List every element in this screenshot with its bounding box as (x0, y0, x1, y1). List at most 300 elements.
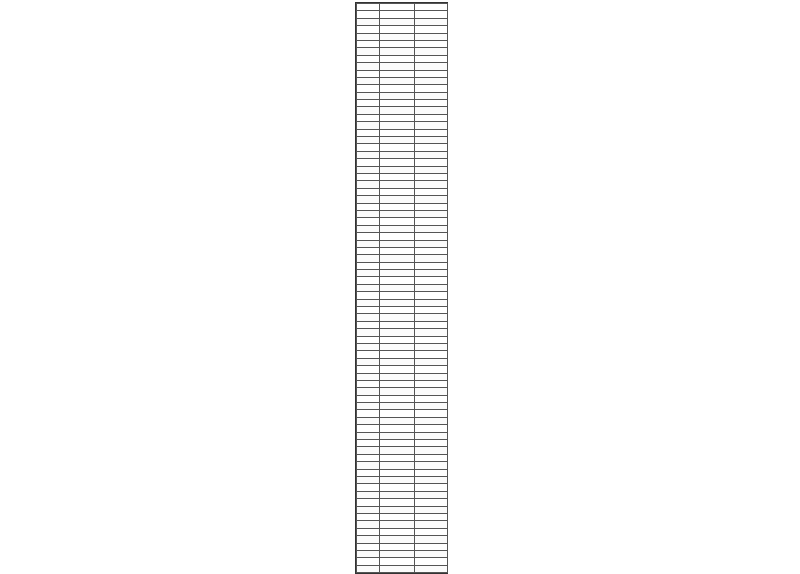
table-cell (380, 447, 415, 454)
table-row (357, 329, 448, 336)
table-cell (357, 447, 380, 454)
table-cell (415, 336, 448, 343)
table-row (357, 558, 448, 565)
table-row (357, 432, 448, 439)
table-cell (380, 77, 415, 84)
table-cell (415, 284, 448, 291)
table-cell (380, 210, 415, 217)
table-cell (357, 92, 380, 99)
table-cell (357, 107, 380, 114)
table-cell (357, 484, 380, 491)
table-cell (415, 513, 448, 520)
table-cell (380, 196, 415, 203)
table-cell (357, 417, 380, 424)
table-cell (357, 462, 380, 469)
table-row (357, 92, 448, 99)
table-row (357, 40, 448, 47)
table-cell (415, 543, 448, 550)
table-cell (357, 558, 380, 565)
table-row (357, 63, 448, 70)
table-row (357, 233, 448, 240)
table-row (357, 48, 448, 55)
table-row (357, 188, 448, 195)
table-cell (380, 314, 415, 321)
table-row (357, 358, 448, 365)
table-cell (415, 129, 448, 136)
table-cell (357, 63, 380, 70)
table-row (357, 380, 448, 387)
table-cell (380, 284, 415, 291)
table-row (357, 543, 448, 550)
table-cell (415, 550, 448, 557)
table-row (357, 225, 448, 232)
table-cell (415, 85, 448, 92)
table-cell (380, 462, 415, 469)
table-row (357, 166, 448, 173)
table-cell (415, 329, 448, 336)
table-row (357, 528, 448, 535)
table-cell (357, 166, 380, 173)
table-cell (415, 425, 448, 432)
table-cell (357, 425, 380, 432)
table-cell (415, 343, 448, 350)
table-cell (415, 277, 448, 284)
table-row (357, 536, 448, 543)
table-cell (380, 358, 415, 365)
table-cell (357, 440, 380, 447)
table-cell (415, 454, 448, 461)
table-cell (415, 92, 448, 99)
table-cell (357, 218, 380, 225)
table-cell (357, 233, 380, 240)
table-cell (415, 70, 448, 77)
table-cell (357, 196, 380, 203)
table-cell (357, 129, 380, 136)
table-cell (380, 26, 415, 33)
table-cell (380, 48, 415, 55)
table-cell (380, 380, 415, 387)
table-cell (380, 247, 415, 254)
table-cell (380, 292, 415, 299)
table-cell (415, 373, 448, 380)
table-cell (357, 100, 380, 107)
table-cell (415, 166, 448, 173)
table-cell (415, 122, 448, 129)
table-cell (415, 55, 448, 62)
table-cell (380, 173, 415, 180)
table-cell (415, 159, 448, 166)
table-cell (357, 277, 380, 284)
table-cell (380, 366, 415, 373)
table-cell (357, 521, 380, 528)
table-row (357, 462, 448, 469)
table-row (357, 292, 448, 299)
table-cell (357, 388, 380, 395)
table-cell (380, 543, 415, 550)
table-cell (357, 528, 380, 535)
table-row (357, 26, 448, 33)
table-row (357, 484, 448, 491)
table-cell (415, 77, 448, 84)
table-cell (357, 70, 380, 77)
table-cell (415, 196, 448, 203)
table-row (357, 284, 448, 291)
table-cell (380, 107, 415, 114)
table-cell (415, 447, 448, 454)
table-row (357, 307, 448, 314)
table-cell (357, 565, 380, 572)
table-row (357, 351, 448, 358)
table-cell (380, 307, 415, 314)
table-cell (380, 203, 415, 210)
table-row (357, 114, 448, 121)
table-row (357, 336, 448, 343)
table-cell (380, 55, 415, 62)
table-cell (380, 262, 415, 269)
table-row (357, 440, 448, 447)
table-grid (356, 3, 448, 573)
table-cell (415, 181, 448, 188)
table-cell (380, 521, 415, 528)
table-cell (357, 255, 380, 262)
table-cell (357, 270, 380, 277)
table-cell (415, 292, 448, 299)
table-cell (357, 536, 380, 543)
table-row (357, 210, 448, 217)
table-cell (380, 513, 415, 520)
table-cell (415, 440, 448, 447)
table-cell (380, 144, 415, 151)
table-cell (415, 388, 448, 395)
table-cell (415, 188, 448, 195)
table-cell (357, 122, 380, 129)
table-cell (415, 432, 448, 439)
table-row (357, 403, 448, 410)
table-cell (357, 307, 380, 314)
table-header (357, 4, 448, 11)
table-cell (357, 40, 380, 47)
table-cell (415, 225, 448, 232)
table-cell (415, 366, 448, 373)
table-cell (357, 329, 380, 336)
table-cell (357, 550, 380, 557)
table-cell (357, 343, 380, 350)
table-cell (415, 114, 448, 121)
table-cell (357, 262, 380, 269)
table-cell (380, 484, 415, 491)
table-row (357, 469, 448, 476)
table-cell (415, 477, 448, 484)
table-cell (357, 240, 380, 247)
table-row (357, 122, 448, 129)
table-cell (380, 558, 415, 565)
table-cell (415, 270, 448, 277)
table-cell (380, 270, 415, 277)
table-cell (380, 491, 415, 498)
table-cell (357, 380, 380, 387)
table-cell (380, 454, 415, 461)
table-cell (357, 247, 380, 254)
table-row (357, 240, 448, 247)
table-cell (415, 11, 448, 18)
table-cell (415, 262, 448, 269)
table-cell (380, 343, 415, 350)
table-cell (415, 536, 448, 543)
table-cell (357, 469, 380, 476)
table-cell (380, 329, 415, 336)
table-cell (357, 314, 380, 321)
table-cell (415, 63, 448, 70)
table-cell (415, 506, 448, 513)
table-cell (415, 358, 448, 365)
table-cell (357, 33, 380, 40)
table-cell (357, 410, 380, 417)
table-cell (415, 299, 448, 306)
table-cell (357, 321, 380, 328)
table-row (357, 395, 448, 402)
table-cell (380, 100, 415, 107)
table-row (357, 417, 448, 424)
table-row (357, 70, 448, 77)
table-cell (415, 565, 448, 572)
table-cell (357, 506, 380, 513)
table-cell (415, 380, 448, 387)
table-row (357, 255, 448, 262)
table-row (357, 137, 448, 144)
table-row (357, 151, 448, 158)
table-cell (357, 173, 380, 180)
table-cell (415, 351, 448, 358)
table-cell (415, 203, 448, 210)
table-cell (380, 528, 415, 535)
table-cell (357, 454, 380, 461)
table-cell (380, 151, 415, 158)
table-cell (380, 18, 415, 25)
table-cell (357, 358, 380, 365)
table-row (357, 247, 448, 254)
table-row (357, 100, 448, 107)
table-cell (380, 536, 415, 543)
table-cell (380, 410, 415, 417)
table-cell (357, 181, 380, 188)
table-cell (357, 432, 380, 439)
table-row (357, 196, 448, 203)
table-cell (415, 314, 448, 321)
table-cell (357, 159, 380, 166)
table-row (357, 159, 448, 166)
table-cell (357, 137, 380, 144)
table-cell (415, 417, 448, 424)
table-row (357, 55, 448, 62)
table-row (357, 173, 448, 180)
table-cell (415, 469, 448, 476)
table-cell (380, 122, 415, 129)
table-row (357, 262, 448, 269)
table-cell (380, 40, 415, 47)
table-cell (380, 388, 415, 395)
table-cell (415, 558, 448, 565)
table-cell (380, 417, 415, 424)
data-table (355, 2, 448, 574)
table-cell (357, 284, 380, 291)
table-row (357, 77, 448, 84)
table-cell (380, 188, 415, 195)
table-row (357, 454, 448, 461)
table-cell (357, 292, 380, 299)
table-cell (415, 240, 448, 247)
table-body (357, 11, 448, 573)
table-cell (415, 48, 448, 55)
table-cell (357, 144, 380, 151)
table-row (357, 181, 448, 188)
table-cell (380, 137, 415, 144)
table-row (357, 18, 448, 25)
table-row (357, 129, 448, 136)
table-row (357, 388, 448, 395)
table-cell (380, 373, 415, 380)
table-cell (415, 321, 448, 328)
table-cell (380, 403, 415, 410)
table-cell (380, 277, 415, 284)
table-row (357, 33, 448, 40)
table-cell (357, 299, 380, 306)
table-cell (357, 55, 380, 62)
table-cell (415, 462, 448, 469)
table-cell (380, 299, 415, 306)
table-row (357, 550, 448, 557)
table-cell (415, 137, 448, 144)
table-cell (415, 491, 448, 498)
table-cell (415, 107, 448, 114)
table-cell (380, 70, 415, 77)
table-cell (415, 233, 448, 240)
table-cell (415, 173, 448, 180)
table-cell (415, 410, 448, 417)
table-cell (357, 366, 380, 373)
table-cell (415, 528, 448, 535)
table-row (357, 366, 448, 373)
table-cell (380, 240, 415, 247)
table-cell (415, 484, 448, 491)
table-cell (415, 255, 448, 262)
table-cell (415, 26, 448, 33)
table-cell (380, 469, 415, 476)
table-cell (380, 63, 415, 70)
table-cell (415, 100, 448, 107)
table-cell (357, 543, 380, 550)
table-row (357, 203, 448, 210)
table-row (357, 513, 448, 520)
table-cell (380, 11, 415, 18)
table-cell (380, 233, 415, 240)
table-cell (357, 210, 380, 217)
table-cell (357, 26, 380, 33)
table-cell (415, 144, 448, 151)
table-cell (357, 477, 380, 484)
table-cell (415, 33, 448, 40)
table-cell (380, 351, 415, 358)
table-row (357, 410, 448, 417)
table-cell (415, 151, 448, 158)
table-cell (380, 477, 415, 484)
table-cell (357, 203, 380, 210)
table-row (357, 277, 448, 284)
table-cell (357, 513, 380, 520)
table-cell (380, 425, 415, 432)
header-cell (380, 4, 415, 11)
table-cell (380, 395, 415, 402)
table-cell (357, 403, 380, 410)
table-row (357, 144, 448, 151)
table-cell (380, 440, 415, 447)
table-cell (357, 188, 380, 195)
table-cell (380, 506, 415, 513)
table-cell (357, 48, 380, 55)
table-cell (380, 321, 415, 328)
table-cell (380, 166, 415, 173)
table-row (357, 11, 448, 18)
table-cell (380, 550, 415, 557)
table-cell (415, 403, 448, 410)
table-cell (415, 210, 448, 217)
table-cell (380, 85, 415, 92)
table-cell (380, 225, 415, 232)
table-cell (357, 151, 380, 158)
table-row (357, 107, 448, 114)
table-cell (415, 18, 448, 25)
table-row (357, 491, 448, 498)
table-cell (380, 565, 415, 572)
table-cell (357, 373, 380, 380)
header-cell (415, 4, 448, 11)
table-row (357, 506, 448, 513)
table-row (357, 521, 448, 528)
table-cell (357, 351, 380, 358)
table-cell (415, 521, 448, 528)
table-row (357, 218, 448, 225)
table-row (357, 373, 448, 380)
table-cell (380, 336, 415, 343)
table-cell (380, 33, 415, 40)
table-cell (357, 77, 380, 84)
table-cell (380, 432, 415, 439)
table-cell (415, 247, 448, 254)
table-cell (415, 218, 448, 225)
table-cell (357, 491, 380, 498)
table-cell (357, 395, 380, 402)
table-cell (357, 336, 380, 343)
header-cell (357, 4, 380, 11)
table-cell (380, 159, 415, 166)
table-row (357, 447, 448, 454)
table-cell (357, 225, 380, 232)
table-cell (357, 18, 380, 25)
table-cell (380, 114, 415, 121)
table-row (357, 85, 448, 92)
table-row (357, 343, 448, 350)
table-cell (380, 218, 415, 225)
table-cell (415, 307, 448, 314)
table-cell (380, 92, 415, 99)
table-cell (415, 40, 448, 47)
table-row (357, 425, 448, 432)
table-cell (357, 114, 380, 121)
table-cell (380, 129, 415, 136)
table-row (357, 314, 448, 321)
table-cell (415, 395, 448, 402)
table-cell (357, 85, 380, 92)
table-cell (380, 255, 415, 262)
